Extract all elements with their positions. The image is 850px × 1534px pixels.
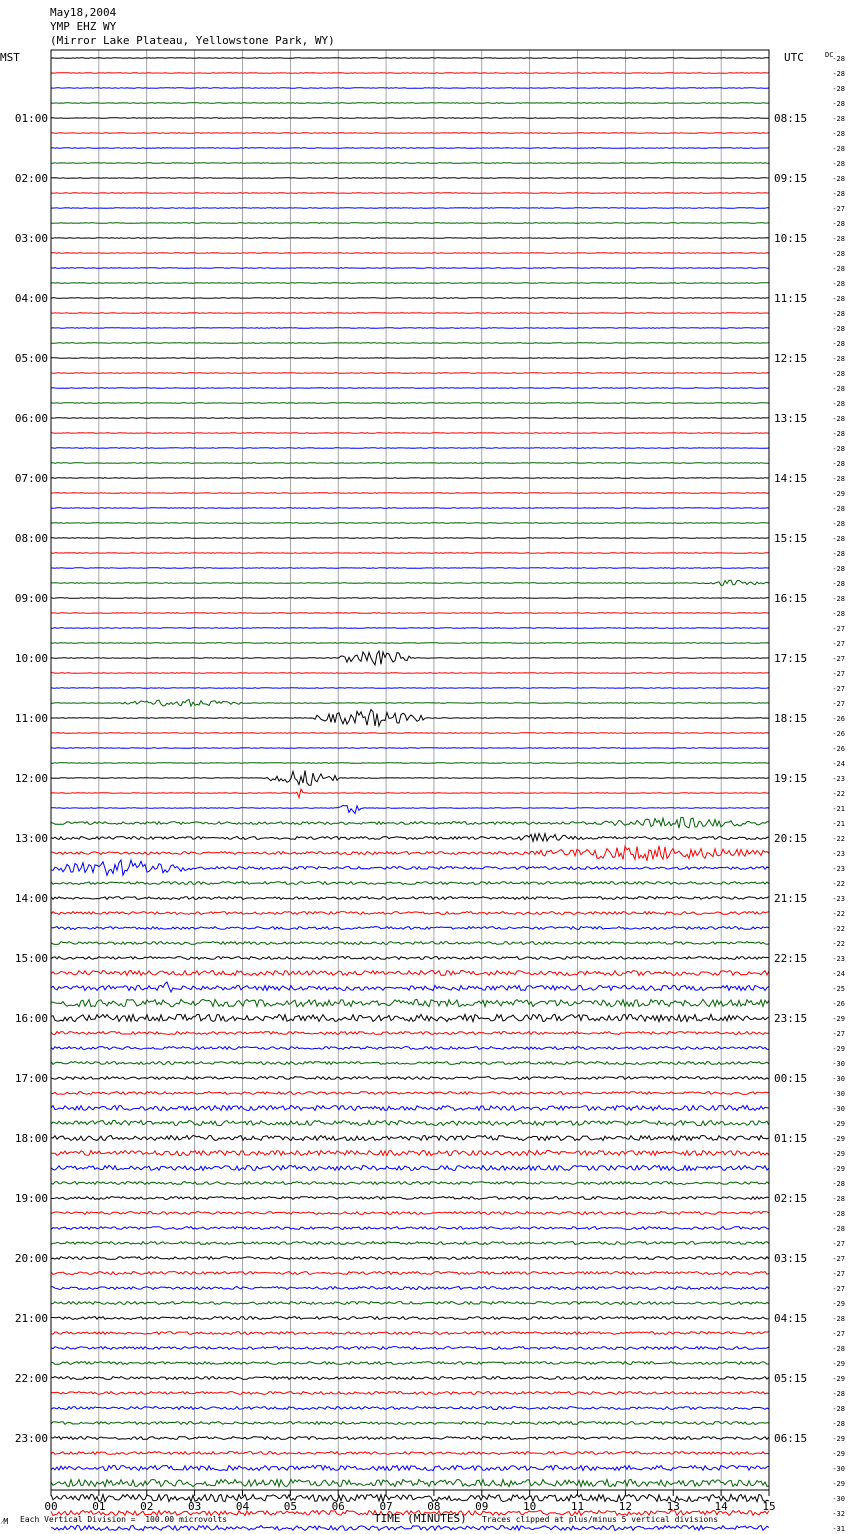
dc-offset-label: -26 (832, 1000, 845, 1008)
trace-row (51, 1032, 769, 1035)
x-tick-label: 09 (475, 1500, 489, 1513)
dc-offset-label: -28 (832, 100, 845, 108)
utc-hour-label: 08:15 (774, 112, 808, 125)
dc-offset-label: -28 (832, 1345, 845, 1353)
x-tick-label: 15 (762, 1500, 776, 1513)
trace-row (51, 1062, 769, 1065)
dc-offset-label: -28 (832, 1390, 845, 1398)
dc-offset-label: -23 (832, 955, 845, 963)
trace-row (51, 1257, 769, 1260)
dc-offset-label: -28 (832, 340, 845, 348)
utc-hour-label: 02:15 (774, 1192, 808, 1205)
trace-row (51, 103, 769, 104)
utc-hour-label: 00:15 (774, 1072, 808, 1085)
dc-offset-label: -21 (832, 805, 845, 813)
trace-row (51, 73, 769, 74)
mst-hour-label: 10:00 (14, 652, 48, 665)
dc-offset-label: -24 (832, 760, 845, 768)
trace-row (51, 1422, 769, 1425)
x-tick-label: 04 (235, 1500, 250, 1513)
corner-mark: ⁄M (2, 1517, 9, 1526)
dc-offset-label: -30 (832, 1465, 845, 1473)
trace-row (51, 580, 769, 585)
trace-row (51, 789, 769, 798)
label-layer (15, 55, 845, 1534)
dc-offset-label: -28 (832, 145, 845, 153)
mst-hour-label: 20:00 (14, 1252, 48, 1265)
dc-offset-label: -29 (832, 1015, 845, 1023)
dc-offset-label: -30 (832, 1495, 845, 1503)
dc-offset-label: -30 (832, 1105, 845, 1113)
utc-hour-label: 01:15 (774, 1132, 808, 1145)
xaxis-title: TIME (MINUTES) (374, 1512, 467, 1525)
utc-hour-label: 14:15 (774, 472, 808, 485)
trace-row (51, 643, 769, 644)
trace-row (51, 700, 769, 707)
dc-offset-label: -26 (832, 730, 845, 738)
dc-offset-label: -27 (832, 700, 845, 708)
trace-row (51, 343, 769, 344)
trace-row (51, 1362, 769, 1365)
utc-hour-label: 19:15 (774, 772, 808, 785)
trace-row (51, 1407, 769, 1410)
dc-offset-label: -28 (832, 250, 845, 258)
x-tick-label: 11 (570, 1500, 585, 1513)
mst-hour-label: 22:00 (14, 1372, 48, 1385)
trace-row (51, 1047, 769, 1050)
trace-row (51, 834, 769, 842)
utc-hour-label: 18:15 (774, 712, 808, 725)
trace-row (51, 298, 769, 299)
dc-offset-label: -22 (832, 835, 845, 843)
trace-row (51, 942, 769, 945)
dc-offset-label: -28 (832, 310, 845, 318)
trace-row (51, 971, 769, 976)
scale-note: Each Vertical Division = 100.00 microvolts (20, 1515, 228, 1524)
x-tick-label: 05 (283, 1500, 297, 1513)
x-tick-label: 10 (523, 1500, 537, 1513)
trace-row (51, 817, 769, 828)
mst-hour-label: 12:00 (14, 772, 48, 785)
dc-offset-label: -22 (832, 940, 845, 948)
trace-row (51, 493, 769, 494)
x-tick-label: 12 (618, 1500, 633, 1513)
mst-hour-label: 02:00 (14, 172, 48, 185)
trace-row (51, 1121, 769, 1126)
dc-offset-label: -23 (832, 775, 845, 783)
mst-hour-label: 16:00 (14, 1012, 48, 1025)
trace-row (51, 912, 769, 915)
trace-row (51, 763, 769, 764)
dc-offset-label: -29 (832, 1165, 845, 1173)
trace-row (51, 1377, 769, 1380)
dc-offset-label: -28 (832, 280, 845, 288)
trace-row (51, 463, 769, 464)
trace-row (51, 1092, 769, 1095)
dc-offset-label: -22 (832, 910, 845, 918)
dc-offset-label: -22 (832, 790, 845, 798)
trace-row (51, 1106, 769, 1111)
dc-offset-label: -27 (832, 1285, 845, 1293)
dc-offset-label: -28 (832, 1315, 845, 1323)
dc-offset-label: -27 (832, 685, 845, 693)
dc-offset-label: -27 (832, 1330, 845, 1338)
trace-row (51, 313, 769, 314)
x-tick-label: 13 (666, 1500, 680, 1513)
dc-offset-label: -27 (832, 1240, 845, 1248)
trace-row (51, 403, 769, 404)
trace-row (51, 1437, 769, 1440)
trace-row (51, 651, 769, 665)
trace-row (51, 733, 769, 734)
mst-hour-label: 01:00 (14, 112, 48, 125)
dc-offset-label: -28 (832, 1195, 845, 1203)
mst-hour-label: 18:00 (14, 1132, 48, 1145)
grid-layer (51, 50, 769, 1496)
trace-row (51, 193, 769, 194)
dc-offset-label: -28 (832, 445, 845, 453)
dc-offset-label: -29 (832, 1450, 845, 1458)
dc-offset-label: -24 (832, 970, 845, 978)
trace-row (51, 328, 769, 329)
trace-row (51, 1227, 769, 1230)
mst-hour-label: 19:00 (14, 1192, 48, 1205)
dc-offset-label: -32 (832, 1510, 845, 1518)
trace-row (51, 1197, 769, 1200)
dc-offset-label: -29 (832, 490, 845, 498)
trace-row (51, 538, 769, 539)
dc-offset-label: -29 (832, 1150, 845, 1158)
trace-row (51, 523, 769, 524)
trace-row (51, 268, 769, 269)
trace-row (51, 957, 769, 960)
dc-offset-label: -28 (832, 1225, 845, 1233)
trace-row (51, 1466, 769, 1471)
dc-offset-label: -28 (832, 535, 845, 543)
trace-row (51, 58, 769, 59)
trace-row (51, 1347, 769, 1350)
dc-offset-label: -28 (832, 580, 845, 588)
trace-row (51, 1182, 769, 1185)
utc-hour-label: 22:15 (774, 952, 808, 965)
dc-offset-label: -28 (832, 385, 845, 393)
dc-offset-label: -28 (832, 85, 845, 93)
mst-hour-label: 21:00 (14, 1312, 48, 1325)
dc-offset-label: -28 (832, 550, 845, 558)
trace-row (51, 860, 769, 875)
mst-hour-label: 17:00 (14, 1072, 48, 1085)
right-tz-label: UTC (784, 51, 804, 64)
trace-row (51, 418, 769, 419)
dc-offset-label: -28 (832, 1420, 845, 1428)
mst-hour-label: 04:00 (14, 292, 48, 305)
trace-row (51, 133, 769, 134)
dc-offset-label: -31 (832, 1525, 845, 1533)
header-date: May18,2004 (50, 6, 117, 19)
dc-offset-label: -27 (832, 1255, 845, 1263)
plot-frame (51, 50, 769, 1490)
dc-offset-label: -28 (832, 1180, 845, 1188)
trace-row (51, 568, 769, 569)
dc-offset-label: -28 (832, 610, 845, 618)
header-station: YMP EHZ WY (50, 20, 117, 33)
trace-row (51, 673, 769, 674)
dc-offset-label: -28 (832, 295, 845, 303)
mst-hour-label: 07:00 (14, 472, 48, 485)
utc-hour-label: 03:15 (774, 1252, 808, 1265)
dc-offset-label: -28 (832, 565, 845, 573)
dc-offset-label: -28 (832, 175, 845, 183)
x-tick-label: 03 (187, 1500, 202, 1513)
utc-hour-label: 09:15 (774, 172, 808, 185)
dc-offset-label: -30 (832, 1060, 845, 1068)
x-tick-label: 08 (427, 1500, 441, 1513)
mst-hour-label: 03:00 (14, 232, 48, 245)
dc-offset-label: -28 (832, 415, 845, 423)
mst-hour-label: 08:00 (14, 532, 48, 545)
x-tick-label: 06 (331, 1500, 345, 1513)
dc-offset-label: -27 (832, 655, 845, 663)
trace-row (51, 1212, 769, 1215)
dc-offset-label: -29 (832, 1045, 845, 1053)
trace-row (51, 770, 769, 785)
dc-offset-label: -30 (832, 1075, 845, 1083)
dc-offset-label: -25 (832, 985, 845, 993)
trace-row (51, 1479, 769, 1486)
header-location: (Mirror Lake Plateau, Yellowstone Park, WY) (50, 34, 335, 47)
trace-row (51, 1332, 769, 1335)
trace-row (51, 478, 769, 479)
trace-row (51, 178, 769, 179)
x-tick-label: 01 (92, 1500, 106, 1513)
dc-offset-label: -27 (832, 670, 845, 678)
utc-hour-label: 11:15 (774, 292, 808, 305)
mst-hour-label: 06:00 (14, 412, 48, 425)
trace-row (51, 982, 769, 992)
trace-row (51, 805, 769, 813)
trace-row (51, 208, 769, 209)
dc-offset-label: -29 (832, 1360, 845, 1368)
dc-offset-label: -28 (832, 160, 845, 168)
trace-row (51, 1166, 769, 1171)
trace-row (51, 688, 769, 689)
dc-offset-label: -28 (832, 430, 845, 438)
dc-offset-label: -23 (832, 865, 845, 873)
dc-offset-label: -22 (832, 880, 845, 888)
trace-row (51, 897, 769, 900)
dc-offset-label: -23 (832, 850, 845, 858)
trace-row (51, 628, 769, 629)
trace-row (51, 433, 769, 434)
dc-offset-label: -28 (832, 370, 845, 378)
utc-hour-label: 06:15 (774, 1432, 808, 1445)
trace-row (51, 508, 769, 509)
mst-hour-label: 05:00 (14, 352, 48, 365)
utc-hour-label: 15:15 (774, 532, 808, 545)
dc-offset-label: -28 (832, 460, 845, 468)
utc-hour-label: 05:15 (774, 1372, 808, 1385)
dc-offset-label: -28 (832, 325, 845, 333)
trace-row (51, 999, 769, 1006)
trace-row (51, 283, 769, 284)
dc-offset-label: -28 (832, 505, 845, 513)
utc-hour-label: 13:15 (774, 412, 808, 425)
trace-row (51, 882, 769, 885)
trace-row (51, 238, 769, 239)
trace-row (51, 388, 769, 389)
left-tz-label: MST (0, 51, 20, 64)
x-tick-label: 14 (714, 1500, 728, 1513)
trace-row (51, 223, 769, 224)
trace-row (51, 1136, 769, 1141)
utc-hour-label: 23:15 (774, 1012, 808, 1025)
trace-row (51, 1317, 769, 1320)
utc-hour-label: 04:15 (774, 1312, 808, 1325)
trace-row (51, 163, 769, 164)
trace-row (51, 118, 769, 119)
trace-row (51, 598, 769, 599)
trace-layer (51, 58, 769, 1534)
dc-offset-label: -28 (832, 400, 845, 408)
trace-row (51, 1077, 769, 1080)
dc-offset-label: -27 (832, 1270, 845, 1278)
trace-row (51, 148, 769, 149)
dc-offset-label: -28 (832, 1405, 845, 1413)
trace-row (51, 710, 769, 726)
mst-hour-label: 15:00 (14, 952, 48, 965)
dc-offset-label: -28 (832, 235, 845, 243)
mst-hour-label: 13:00 (14, 832, 48, 845)
mst-hour-label: 23:00 (14, 1432, 48, 1445)
trace-row (51, 1494, 769, 1501)
trace-row (51, 553, 769, 554)
dc-offset-label: -30 (832, 1090, 845, 1098)
utc-hour-label: 16:15 (774, 592, 808, 605)
dc-offset-label: -27 (832, 625, 845, 633)
trace-row (51, 1151, 769, 1156)
dc-offset-label: -28 (832, 355, 845, 363)
dc-offset-label: -29 (832, 1375, 845, 1383)
dc-offset-label: -28 (832, 265, 845, 273)
trace-row (51, 748, 769, 749)
dc-offset-label: -28 (832, 220, 845, 228)
dc-offset-label: -29 (832, 1120, 845, 1128)
dc-offset-label: -28 (832, 1210, 845, 1218)
trace-row (51, 1392, 769, 1395)
trace-row (51, 1526, 769, 1531)
mst-hour-label: 11:00 (14, 712, 48, 725)
dc-offset-label: -28 (832, 595, 845, 603)
dc-offset-label: -28 (832, 70, 845, 78)
dc-offset-label: -28 (832, 115, 845, 123)
trace-row (51, 1272, 769, 1275)
trace-row (51, 1242, 769, 1245)
dc-offset-label: -23 (832, 895, 845, 903)
utc-hour-label: 20:15 (774, 832, 808, 845)
utc-hour-label: 12:15 (774, 352, 808, 365)
x-tick-label: 00 (44, 1500, 58, 1513)
dc-label: DC (825, 51, 834, 59)
dc-offset-label: -26 (832, 715, 845, 723)
x-tick-label: 02 (140, 1500, 154, 1513)
dc-offset-label: -28 (832, 475, 845, 483)
dc-offset-label: -28 (832, 55, 845, 63)
trace-row (51, 613, 769, 614)
dc-offset-label: -28 (832, 190, 845, 198)
dc-offset-label: -26 (832, 745, 845, 753)
dc-offset-label: -29 (832, 1135, 845, 1143)
dc-offset-label: -27 (832, 640, 845, 648)
dc-offset-label: -29 (832, 1300, 845, 1308)
clip-note: Traces clipped at plus/minus 5 vertical divisions (482, 1515, 719, 1524)
dc-offset-label: -28 (832, 520, 845, 528)
trace-row (51, 1302, 769, 1305)
utc-hour-label: 10:15 (774, 232, 808, 245)
mst-hour-label: 14:00 (14, 892, 48, 905)
trace-row (51, 1014, 769, 1021)
mst-hour-label: 09:00 (14, 592, 48, 605)
trace-row (51, 373, 769, 374)
trace-row (51, 846, 769, 861)
dc-offset-label: -27 (832, 205, 845, 213)
dc-offset-label: -22 (832, 925, 845, 933)
utc-hour-label: 17:15 (774, 652, 808, 665)
trace-row (51, 448, 769, 449)
dc-offset-label: -28 (832, 130, 845, 138)
trace-row (51, 358, 769, 359)
trace-row (51, 1452, 769, 1455)
dc-offset-label: -29 (832, 1480, 845, 1488)
trace-row (51, 1287, 769, 1290)
trace-row (51, 88, 769, 89)
dc-offset-label: -27 (832, 1030, 845, 1038)
x-tick-label: 07 (379, 1500, 393, 1513)
dc-offset-label: -29 (832, 1435, 845, 1443)
dc-offset-label: -21 (832, 820, 845, 828)
utc-hour-label: 21:15 (774, 892, 808, 905)
trace-row (51, 253, 769, 254)
trace-row (51, 927, 769, 930)
